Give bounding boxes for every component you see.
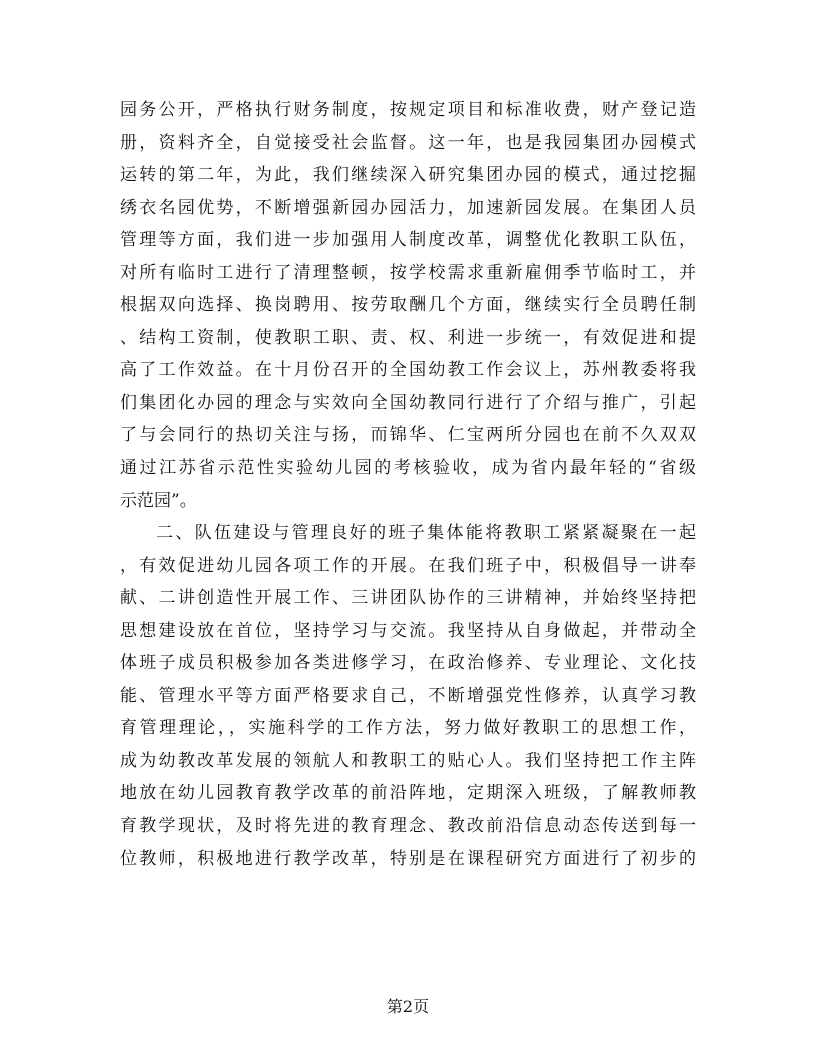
- text-line: 册，资料齐全，自觉接受社会监督。这一年，也是我园集团办园模式: [120, 132, 696, 153]
- text-line: ，有效促进幼儿园各项工作的开展。在我们班子中，积极倡导一讲奉: [120, 555, 696, 576]
- text-line: 运转的第二年，为此，我们继续深入研究集团办园的模式，通过挖掘: [120, 165, 696, 186]
- text-line: 育教学现状，及时将先进的教育理念、教改前沿信息动态传送到每一: [120, 816, 696, 837]
- text-line: 地放在幼儿园教育教学改革的前沿阵地，定期深入班级，了解教师教: [120, 783, 696, 804]
- text-line: 、结构工资制，使教职工职、责、权、利进一步统一，有效促进和提: [120, 327, 696, 348]
- paragraph-end-line: 示范园”。: [120, 490, 197, 511]
- text-line: 位教师，积极地进行教学改革，特别是在课程研究方面进行了初步的: [120, 848, 696, 869]
- text-line: 能、管理水平等方面严格要求自己，不断增强党性修养，认真学习教: [120, 685, 696, 706]
- page-number: 第2页: [386, 997, 430, 1016]
- text-line: 根据双向选择、换岗聘用、按劳取酬几个方面，继续实行全员聘任制: [120, 295, 696, 316]
- text-line: 体班子成员积极参加各类进修学习，在政治修养、专业理论、文化技: [120, 653, 696, 674]
- text-line: 思想建设放在首位，坚持学习与交流。我坚持从自身做起，并带动全: [120, 620, 696, 641]
- text-line: 管理等方面，我们进一步加强用人制度改革，调整优化教职工队伍，: [120, 230, 696, 251]
- text-line: 绣衣名园优势，不断增强新园办园活力，加速新园发展。在集团人员: [120, 197, 696, 218]
- section-heading-line: 二、队伍建设与管理良好的班子集体能将教职工紧紧凝聚在一起: [156, 523, 696, 544]
- text-line: 成为幼教改革发展的领航人和教职工的贴心人。我们坚持把工作主阵: [120, 750, 696, 771]
- text-line: 育管理理论，，实施科学的工作方法，努力做好教职工的思想工作，: [120, 718, 696, 739]
- text-line: 高了工作效益。在十月份召开的全国幼教工作会议上，苏州教委将我: [120, 360, 696, 381]
- document-body: [120, 94, 696, 875]
- text-line: 献、二讲创造性开展工作、三讲团队协作的三讲精神，并始终坚持把: [120, 588, 696, 609]
- text-line: 园务公开，严格执行财务制度，按规定项目和标准收费，财产登记造: [120, 100, 696, 120]
- text-line: 了与会同行的热切关注与扬，而锦华、仁宝两所分园也在前不久双双: [120, 425, 696, 446]
- text-line: 们集团化办园的理念与实效向全国幼教同行进行了介绍与推广，引起: [120, 392, 696, 413]
- text-line: 通过江苏省示范性实验幼儿园的考核验收，成为省内最年轻的“省级: [120, 458, 696, 479]
- text-line: 对所有临时工进行了清理整顿，按学校需求重新雇佣季节临时工，并: [120, 262, 696, 283]
